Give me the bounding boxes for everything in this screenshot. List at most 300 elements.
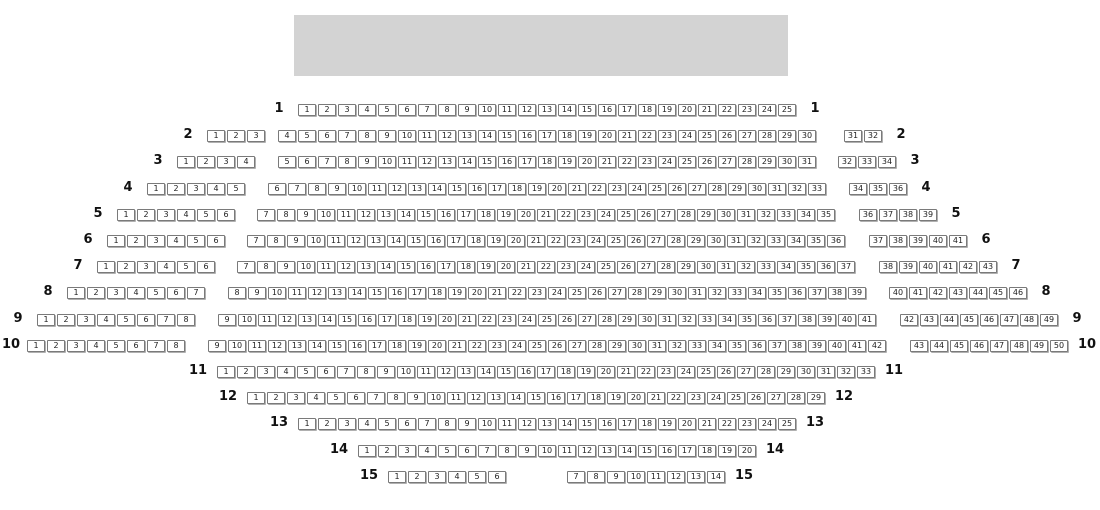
seat[interactable]: 22 bbox=[508, 287, 526, 299]
seat[interactable]: 6 bbox=[197, 261, 215, 273]
seat[interactable]: 45 bbox=[989, 287, 1007, 299]
seat[interactable]: 38 bbox=[798, 314, 816, 326]
seat[interactable]: 30 bbox=[697, 261, 715, 273]
seat[interactable]: 21 bbox=[598, 156, 616, 168]
seat[interactable]: 16 bbox=[427, 235, 445, 247]
seat[interactable]: 27 bbox=[737, 366, 755, 378]
seat[interactable]: 29 bbox=[728, 183, 746, 195]
seat[interactable]: 7 bbox=[367, 392, 385, 404]
seat[interactable]: 9 bbox=[378, 130, 396, 142]
seat[interactable]: 27 bbox=[637, 261, 655, 273]
seat[interactable]: 12 bbox=[268, 340, 286, 352]
seat[interactable]: 12 bbox=[518, 418, 536, 430]
seat[interactable]: 16 bbox=[437, 209, 455, 221]
seat[interactable]: 27 bbox=[578, 314, 596, 326]
seat[interactable]: 26 bbox=[637, 209, 655, 221]
seat[interactable]: 3 bbox=[428, 471, 446, 483]
seat[interactable]: 13 bbox=[458, 130, 476, 142]
seat[interactable]: 2 bbox=[47, 340, 65, 352]
seat[interactable]: 23 bbox=[577, 209, 595, 221]
seat[interactable]: 2 bbox=[408, 471, 426, 483]
seat[interactable]: 25 bbox=[607, 235, 625, 247]
seat[interactable]: 24 bbox=[548, 287, 566, 299]
seat[interactable]: 16 bbox=[598, 418, 616, 430]
seat[interactable]: 21 bbox=[488, 287, 506, 299]
seat[interactable]: 42 bbox=[900, 314, 918, 326]
seat[interactable]: 15 bbox=[498, 130, 516, 142]
seat[interactable]: 21 bbox=[537, 209, 555, 221]
seat[interactable]: 36 bbox=[758, 314, 776, 326]
seat[interactable]: 2 bbox=[227, 130, 245, 142]
seat[interactable]: 24 bbox=[587, 235, 605, 247]
seat[interactable]: 43 bbox=[949, 287, 967, 299]
seat[interactable]: 46 bbox=[1009, 287, 1027, 299]
seat[interactable]: 5 bbox=[298, 130, 316, 142]
seat[interactable]: 50 bbox=[1050, 340, 1068, 352]
seat[interactable]: 39 bbox=[909, 235, 927, 247]
seat[interactable]: 33 bbox=[777, 209, 795, 221]
seat[interactable]: 45 bbox=[950, 340, 968, 352]
seat[interactable]: 32 bbox=[838, 156, 856, 168]
seat[interactable]: 35 bbox=[817, 209, 835, 221]
seat[interactable]: 5 bbox=[378, 418, 396, 430]
seat[interactable]: 11 bbox=[317, 261, 335, 273]
seat[interactable]: 25 bbox=[678, 156, 696, 168]
seat[interactable]: 18 bbox=[467, 235, 485, 247]
seat[interactable]: 5 bbox=[297, 366, 315, 378]
seat[interactable]: 41 bbox=[858, 314, 876, 326]
seat[interactable]: 35 bbox=[869, 183, 887, 195]
seat[interactable]: 37 bbox=[778, 314, 796, 326]
seat[interactable]: 1 bbox=[177, 156, 195, 168]
seat[interactable]: 16 bbox=[348, 340, 366, 352]
seat[interactable]: 14 bbox=[477, 366, 495, 378]
seat[interactable]: 30 bbox=[717, 209, 735, 221]
seat[interactable]: 3 bbox=[338, 104, 356, 116]
seat[interactable]: 9 bbox=[407, 392, 425, 404]
seat[interactable]: 24 bbox=[508, 340, 526, 352]
seat[interactable]: 24 bbox=[628, 183, 646, 195]
seat[interactable]: 25 bbox=[597, 261, 615, 273]
seat[interactable]: 9 bbox=[328, 183, 346, 195]
seat[interactable]: 14 bbox=[348, 287, 366, 299]
seat[interactable]: 5 bbox=[117, 314, 135, 326]
seat[interactable]: 21 bbox=[527, 235, 545, 247]
seat[interactable]: 40 bbox=[828, 340, 846, 352]
seat[interactable]: 37 bbox=[869, 235, 887, 247]
seat[interactable]: 4 bbox=[358, 418, 376, 430]
seat[interactable]: 1 bbox=[147, 183, 165, 195]
seat[interactable]: 23 bbox=[738, 104, 756, 116]
seat[interactable]: 43 bbox=[920, 314, 938, 326]
seat[interactable]: 20 bbox=[627, 392, 645, 404]
seat[interactable]: 2 bbox=[127, 235, 145, 247]
seat[interactable]: 34 bbox=[787, 235, 805, 247]
seat[interactable]: 20 bbox=[578, 156, 596, 168]
seat[interactable]: 7 bbox=[478, 445, 496, 457]
seat[interactable]: 7 bbox=[318, 156, 336, 168]
seat[interactable]: 34 bbox=[748, 287, 766, 299]
seat[interactable]: 13 bbox=[438, 156, 456, 168]
seat[interactable]: 20 bbox=[468, 287, 486, 299]
seat[interactable]: 8 bbox=[587, 471, 605, 483]
seat[interactable]: 33 bbox=[728, 287, 746, 299]
seat[interactable]: 5 bbox=[327, 392, 345, 404]
seat[interactable]: 22 bbox=[537, 261, 555, 273]
seat[interactable]: 36 bbox=[788, 287, 806, 299]
seat[interactable]: 8 bbox=[338, 156, 356, 168]
seat[interactable]: 17 bbox=[447, 235, 465, 247]
seat[interactable]: 12 bbox=[438, 130, 456, 142]
seat[interactable]: 19 bbox=[607, 392, 625, 404]
seat[interactable]: 13 bbox=[288, 340, 306, 352]
seat[interactable]: 14 bbox=[428, 183, 446, 195]
seat[interactable]: 43 bbox=[979, 261, 997, 273]
seat[interactable]: 44 bbox=[940, 314, 958, 326]
seat[interactable]: 11 bbox=[498, 104, 516, 116]
seat[interactable]: 26 bbox=[617, 261, 635, 273]
seat[interactable]: 17 bbox=[488, 183, 506, 195]
seat[interactable]: 2 bbox=[267, 392, 285, 404]
seat[interactable]: 17 bbox=[618, 418, 636, 430]
seat[interactable]: 38 bbox=[828, 287, 846, 299]
seat[interactable]: 2 bbox=[318, 418, 336, 430]
seat[interactable]: 16 bbox=[417, 261, 435, 273]
seat[interactable]: 29 bbox=[697, 209, 715, 221]
seat[interactable]: 23 bbox=[498, 314, 516, 326]
seat[interactable]: 7 bbox=[257, 209, 275, 221]
seat[interactable]: 6 bbox=[207, 235, 225, 247]
seat[interactable]: 22 bbox=[718, 418, 736, 430]
seat[interactable]: 15 bbox=[368, 287, 386, 299]
seat[interactable]: 4 bbox=[307, 392, 325, 404]
seat[interactable]: 26 bbox=[717, 366, 735, 378]
seat[interactable]: 33 bbox=[857, 366, 875, 378]
seat[interactable]: 4 bbox=[277, 366, 295, 378]
seat[interactable]: 20 bbox=[598, 130, 616, 142]
seat[interactable]: 23 bbox=[658, 130, 676, 142]
seat[interactable]: 22 bbox=[618, 156, 636, 168]
seat[interactable]: 15 bbox=[478, 156, 496, 168]
seat[interactable]: 19 bbox=[578, 130, 596, 142]
seat[interactable]: 18 bbox=[398, 314, 416, 326]
seat[interactable]: 8 bbox=[277, 209, 295, 221]
seat[interactable]: 15 bbox=[328, 340, 346, 352]
seat[interactable]: 14 bbox=[558, 418, 576, 430]
seat[interactable]: 7 bbox=[338, 130, 356, 142]
seat[interactable]: 6 bbox=[268, 183, 286, 195]
seat[interactable]: 34 bbox=[777, 261, 795, 273]
seat[interactable]: 14 bbox=[558, 104, 576, 116]
seat[interactable]: 24 bbox=[758, 104, 776, 116]
seat[interactable]: 11 bbox=[258, 314, 276, 326]
seat[interactable]: 32 bbox=[678, 314, 696, 326]
seat[interactable]: 30 bbox=[638, 314, 656, 326]
seat[interactable]: 31 bbox=[688, 287, 706, 299]
seat[interactable]: 33 bbox=[808, 183, 826, 195]
seat[interactable]: 8 bbox=[438, 418, 456, 430]
seat[interactable]: 6 bbox=[398, 418, 416, 430]
seat[interactable]: 11 bbox=[647, 471, 665, 483]
seat[interactable]: 9 bbox=[458, 418, 476, 430]
seat[interactable]: 14 bbox=[308, 340, 326, 352]
seat[interactable]: 2 bbox=[197, 156, 215, 168]
seat[interactable]: 18 bbox=[638, 104, 656, 116]
seat[interactable]: 20 bbox=[678, 104, 696, 116]
seat[interactable]: 1 bbox=[27, 340, 45, 352]
seat[interactable]: 45 bbox=[960, 314, 978, 326]
seat[interactable]: 25 bbox=[778, 104, 796, 116]
seat[interactable]: 22 bbox=[547, 235, 565, 247]
seat[interactable]: 13 bbox=[377, 209, 395, 221]
seat[interactable]: 1 bbox=[358, 445, 376, 457]
seat[interactable]: 24 bbox=[678, 130, 696, 142]
seat[interactable]: 34 bbox=[849, 183, 867, 195]
seat[interactable]: 1 bbox=[217, 366, 235, 378]
seat[interactable]: 6 bbox=[127, 340, 145, 352]
seat[interactable]: 9 bbox=[248, 287, 266, 299]
seat[interactable]: 39 bbox=[848, 287, 866, 299]
seat[interactable]: 9 bbox=[607, 471, 625, 483]
seat[interactable]: 3 bbox=[338, 418, 356, 430]
seat[interactable]: 10 bbox=[478, 104, 496, 116]
seat[interactable]: 5 bbox=[187, 235, 205, 247]
seat[interactable]: 41 bbox=[939, 261, 957, 273]
seat[interactable]: 4 bbox=[237, 156, 255, 168]
seat[interactable]: 36 bbox=[748, 340, 766, 352]
seat[interactable]: 28 bbox=[708, 183, 726, 195]
seat[interactable]: 28 bbox=[757, 366, 775, 378]
seat[interactable]: 23 bbox=[738, 418, 756, 430]
seat[interactable]: 15 bbox=[397, 261, 415, 273]
seat[interactable]: 24 bbox=[577, 261, 595, 273]
seat[interactable]: 15 bbox=[578, 418, 596, 430]
seat[interactable]: 22 bbox=[638, 130, 656, 142]
seat[interactable]: 17 bbox=[618, 104, 636, 116]
seat[interactable]: 8 bbox=[228, 287, 246, 299]
seat[interactable]: 19 bbox=[418, 314, 436, 326]
seat[interactable]: 25 bbox=[698, 130, 716, 142]
seat[interactable]: 38 bbox=[899, 209, 917, 221]
seat[interactable]: 19 bbox=[408, 340, 426, 352]
seat[interactable]: 12 bbox=[667, 471, 685, 483]
seat[interactable]: 31 bbox=[727, 235, 745, 247]
seat[interactable]: 22 bbox=[478, 314, 496, 326]
seat[interactable]: 29 bbox=[687, 235, 705, 247]
seat[interactable]: 20 bbox=[517, 209, 535, 221]
seat[interactable]: 22 bbox=[557, 209, 575, 221]
seat[interactable]: 13 bbox=[298, 314, 316, 326]
seat[interactable]: 9 bbox=[358, 156, 376, 168]
seat[interactable]: 10 bbox=[538, 445, 556, 457]
seat[interactable]: 41 bbox=[848, 340, 866, 352]
seat[interactable]: 24 bbox=[518, 314, 536, 326]
seat[interactable]: 34 bbox=[797, 209, 815, 221]
seat[interactable]: 12 bbox=[388, 183, 406, 195]
seat[interactable]: 32 bbox=[747, 235, 765, 247]
seat[interactable]: 34 bbox=[718, 314, 736, 326]
seat[interactable]: 8 bbox=[498, 445, 516, 457]
seat[interactable]: 7 bbox=[288, 183, 306, 195]
seat[interactable]: 3 bbox=[157, 209, 175, 221]
seat[interactable]: 27 bbox=[738, 130, 756, 142]
seat[interactable]: 3 bbox=[287, 392, 305, 404]
seat[interactable]: 11 bbox=[288, 287, 306, 299]
seat[interactable]: 17 bbox=[378, 314, 396, 326]
seat[interactable]: 25 bbox=[568, 287, 586, 299]
seat[interactable]: 26 bbox=[558, 314, 576, 326]
seat[interactable]: 3 bbox=[398, 445, 416, 457]
seat[interactable]: 48 bbox=[1020, 314, 1038, 326]
seat[interactable]: 26 bbox=[668, 183, 686, 195]
seat[interactable]: 11 bbox=[558, 445, 576, 457]
seat[interactable]: 29 bbox=[648, 287, 666, 299]
seat[interactable]: 28 bbox=[657, 261, 675, 273]
seat[interactable]: 34 bbox=[878, 156, 896, 168]
seat[interactable]: 20 bbox=[438, 314, 456, 326]
seat[interactable]: 12 bbox=[518, 104, 536, 116]
seat[interactable]: 4 bbox=[448, 471, 466, 483]
seat[interactable]: 29 bbox=[608, 340, 626, 352]
seat[interactable]: 21 bbox=[618, 130, 636, 142]
seat[interactable]: 18 bbox=[477, 209, 495, 221]
seat[interactable]: 10 bbox=[317, 209, 335, 221]
seat[interactable]: 7 bbox=[157, 314, 175, 326]
seat[interactable]: 12 bbox=[437, 366, 455, 378]
seat[interactable]: 47 bbox=[1000, 314, 1018, 326]
seat[interactable]: 21 bbox=[517, 261, 535, 273]
seat[interactable]: 14 bbox=[507, 392, 525, 404]
seat[interactable]: 26 bbox=[747, 392, 765, 404]
seat[interactable]: 34 bbox=[708, 340, 726, 352]
seat[interactable]: 21 bbox=[698, 104, 716, 116]
seat[interactable]: 32 bbox=[757, 209, 775, 221]
seat[interactable]: 22 bbox=[468, 340, 486, 352]
seat[interactable]: 19 bbox=[658, 104, 676, 116]
seat[interactable]: 27 bbox=[657, 209, 675, 221]
seat[interactable]: 24 bbox=[597, 209, 615, 221]
seat[interactable]: 33 bbox=[698, 314, 716, 326]
seat[interactable]: 19 bbox=[448, 287, 466, 299]
seat[interactable]: 9 bbox=[208, 340, 226, 352]
seat[interactable]: 10 bbox=[228, 340, 246, 352]
seat[interactable]: 12 bbox=[418, 156, 436, 168]
seat[interactable]: 25 bbox=[648, 183, 666, 195]
seat[interactable]: 20 bbox=[507, 235, 525, 247]
seat[interactable]: 20 bbox=[497, 261, 515, 273]
seat[interactable]: 7 bbox=[567, 471, 585, 483]
seat[interactable]: 9 bbox=[287, 235, 305, 247]
seat[interactable]: 12 bbox=[337, 261, 355, 273]
seat[interactable]: 18 bbox=[538, 156, 556, 168]
seat[interactable]: 38 bbox=[889, 235, 907, 247]
seat[interactable]: 10 bbox=[307, 235, 325, 247]
seat[interactable]: 7 bbox=[147, 340, 165, 352]
seat[interactable]: 16 bbox=[388, 287, 406, 299]
seat[interactable]: 25 bbox=[528, 340, 546, 352]
seat[interactable]: 2 bbox=[137, 209, 155, 221]
seat[interactable]: 25 bbox=[778, 418, 796, 430]
seat[interactable]: 8 bbox=[167, 340, 185, 352]
seat[interactable]: 21 bbox=[568, 183, 586, 195]
seat[interactable]: 36 bbox=[859, 209, 877, 221]
seat[interactable]: 18 bbox=[508, 183, 526, 195]
seat[interactable]: 12 bbox=[278, 314, 296, 326]
seat[interactable]: 2 bbox=[318, 104, 336, 116]
seat[interactable]: 10 bbox=[478, 418, 496, 430]
seat[interactable]: 23 bbox=[567, 235, 585, 247]
seat[interactable]: 30 bbox=[628, 340, 646, 352]
seat[interactable]: 9 bbox=[377, 366, 395, 378]
seat[interactable]: 35 bbox=[768, 287, 786, 299]
seat[interactable]: 30 bbox=[778, 156, 796, 168]
seat[interactable]: 46 bbox=[970, 340, 988, 352]
seat[interactable]: 5 bbox=[278, 156, 296, 168]
seat[interactable]: 6 bbox=[458, 445, 476, 457]
seat[interactable]: 29 bbox=[677, 261, 695, 273]
seat[interactable]: 13 bbox=[457, 366, 475, 378]
seat[interactable]: 25 bbox=[538, 314, 556, 326]
seat[interactable]: 22 bbox=[588, 183, 606, 195]
seat[interactable]: 6 bbox=[398, 104, 416, 116]
seat[interactable]: 47 bbox=[990, 340, 1008, 352]
seat[interactable]: 1 bbox=[298, 104, 316, 116]
seat[interactable]: 21 bbox=[698, 418, 716, 430]
seat[interactable]: 17 bbox=[437, 261, 455, 273]
seat[interactable]: 16 bbox=[518, 130, 536, 142]
seat[interactable]: 42 bbox=[959, 261, 977, 273]
seat[interactable]: 31 bbox=[817, 366, 835, 378]
seat[interactable]: 27 bbox=[718, 156, 736, 168]
seat[interactable]: 11 bbox=[417, 366, 435, 378]
seat[interactable]: 39 bbox=[919, 209, 937, 221]
seat[interactable]: 16 bbox=[358, 314, 376, 326]
seat[interactable]: 3 bbox=[137, 261, 155, 273]
seat[interactable]: 31 bbox=[658, 314, 676, 326]
seat[interactable]: 25 bbox=[617, 209, 635, 221]
seat[interactable]: 20 bbox=[428, 340, 446, 352]
seat[interactable]: 22 bbox=[667, 392, 685, 404]
seat[interactable]: 5 bbox=[227, 183, 245, 195]
seat[interactable]: 37 bbox=[808, 287, 826, 299]
seat[interactable]: 16 bbox=[468, 183, 486, 195]
seat[interactable]: 11 bbox=[327, 235, 345, 247]
seat[interactable]: 31 bbox=[737, 209, 755, 221]
seat[interactable]: 4 bbox=[87, 340, 105, 352]
seat[interactable]: 25 bbox=[697, 366, 715, 378]
seat[interactable]: 4 bbox=[358, 104, 376, 116]
seat[interactable]: 28 bbox=[677, 209, 695, 221]
seat[interactable]: 40 bbox=[889, 287, 907, 299]
seat[interactable]: 11 bbox=[498, 418, 516, 430]
seat[interactable]: 5 bbox=[177, 261, 195, 273]
seat[interactable]: 1 bbox=[37, 314, 55, 326]
seat[interactable]: 13 bbox=[538, 418, 556, 430]
seat[interactable]: 16 bbox=[547, 392, 565, 404]
seat[interactable]: 11 bbox=[398, 156, 416, 168]
seat[interactable]: 16 bbox=[517, 366, 535, 378]
seat[interactable]: 10 bbox=[397, 366, 415, 378]
seat[interactable]: 31 bbox=[768, 183, 786, 195]
seat[interactable]: 5 bbox=[438, 445, 456, 457]
seat[interactable]: 3 bbox=[217, 156, 235, 168]
seat[interactable]: 24 bbox=[758, 418, 776, 430]
seat[interactable]: 1 bbox=[67, 287, 85, 299]
seat[interactable]: 28 bbox=[598, 314, 616, 326]
seat[interactable]: 1 bbox=[247, 392, 265, 404]
seat[interactable]: 26 bbox=[698, 156, 716, 168]
seat[interactable]: 9 bbox=[218, 314, 236, 326]
